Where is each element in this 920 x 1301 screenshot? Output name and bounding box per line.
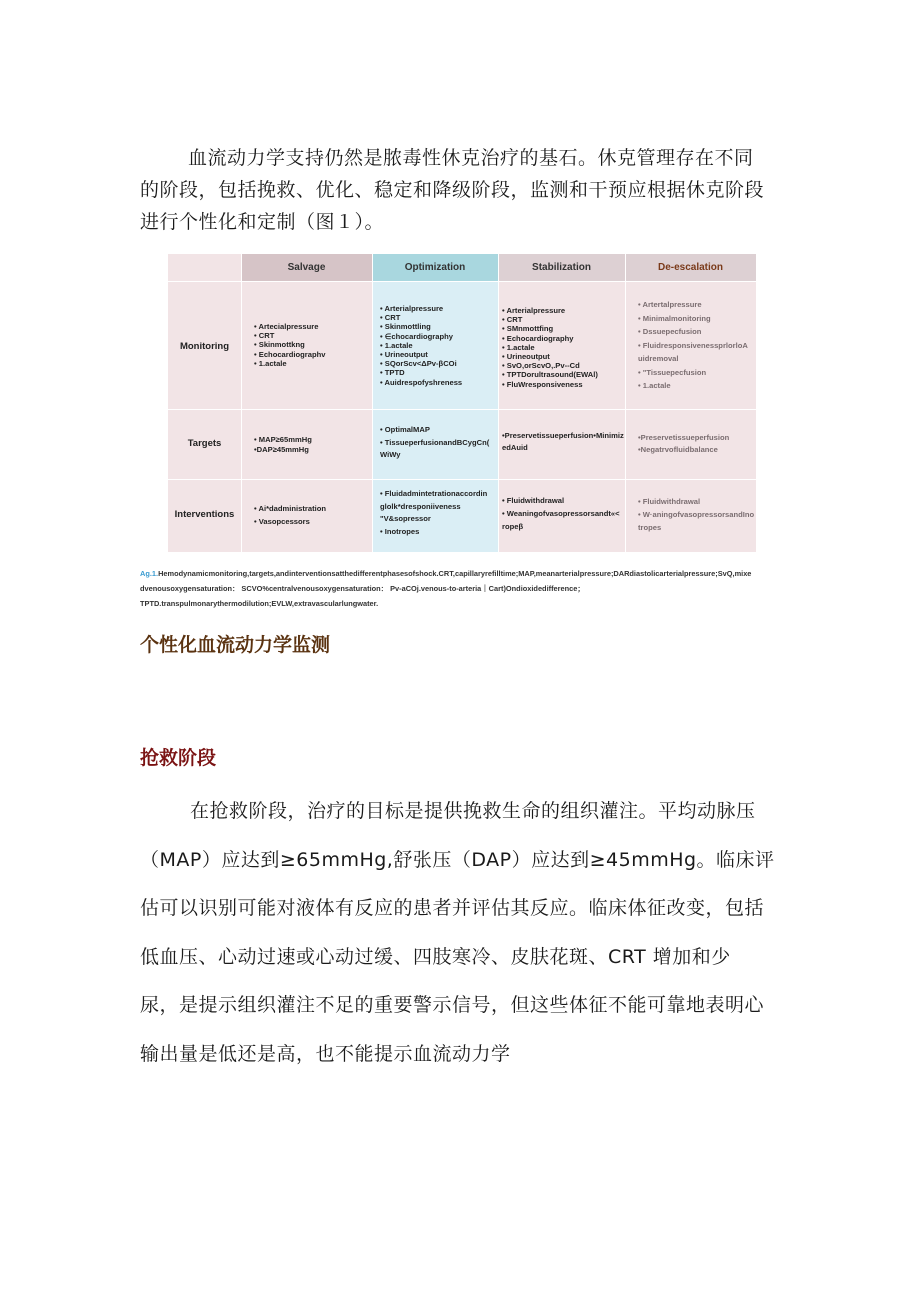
body-line: 在抢救阶段，治疗的目标是提供挽救生命的组织灌注。平均动脉压	[190, 800, 756, 822]
figure-caption	[140, 566, 790, 611]
cell-item: • FluWresponsiveness	[502, 379, 583, 389]
grid-divider	[168, 409, 756, 410]
cell-item: • TPTDorultrasound(EWAl)	[502, 370, 598, 380]
row-label-monitoring: Monitoring	[179, 341, 230, 352]
cell-item: • SMnmottfing	[502, 324, 554, 334]
cell-monitoring-stabilization	[502, 306, 624, 389]
grid-divider	[241, 254, 242, 552]
cell-item: • Arterialpressure	[380, 304, 444, 313]
cell-item: edAuid	[502, 443, 528, 452]
header-de-escalation: De-escalation	[625, 254, 756, 281]
shock-phases-figure	[168, 254, 756, 552]
figure-number: Ag.1.	[140, 569, 159, 578]
cell-monitoring-de-escalation	[638, 298, 754, 393]
cell-targets-stabilization	[502, 430, 624, 454]
cell-item: • Fluidadmintetrationaccordin	[380, 489, 488, 498]
cell-item: • ∈chocardiography	[380, 331, 453, 341]
cell-item: • Fluidwithdrawal	[638, 497, 701, 506]
cell-item: • 1.actale	[380, 340, 413, 350]
cell-item: • Ai*dadministration	[254, 504, 326, 513]
cell-item: •Preservetissueperfusion•Minimiz	[502, 431, 624, 440]
cell-item: • Vasopcessors	[254, 517, 310, 526]
caption-line: dvenousoxygensaturation： SCVO%centralvenousoxygensaturation： Pv-aCOj.venous-to-arteria｜Cart)Ondioxidedifference；	[140, 584, 585, 593]
caption-line: TPTD.transpulmonarythermodilution;EVLW,extravascularlungwater.	[140, 599, 379, 608]
section-heading-salvage-phase: 抢救阶段	[140, 747, 217, 769]
body-line: 低血压、心动过速或心动过缓、四肢寒冷、皮肤花斑、CRT 增加和少	[140, 945, 731, 968]
intro-line: 进行个性化和定制（图１）。	[140, 211, 385, 233]
cell-item: • CRT	[502, 315, 523, 325]
cell-item: • 1.actale	[254, 358, 287, 368]
cell-interventions-de-escalation	[638, 495, 754, 534]
cell-monitoring-salvage	[254, 322, 370, 368]
cell-item: uidremoval	[638, 354, 679, 363]
header-salvage: Salvage	[241, 254, 372, 281]
row-label-interventions: Interventions	[174, 509, 235, 520]
cell-item: • Dssuepecfusion	[638, 327, 702, 336]
cell-item: • Echocardiography	[502, 333, 574, 343]
cell-item: • TPTD	[380, 368, 405, 378]
cell-item: • SQorScv<ΔPv-βCOi	[380, 359, 457, 369]
cell-item: •Negatrvofluidbalance	[638, 445, 718, 454]
cell-targets-salvage	[254, 435, 370, 455]
caption-line	[140, 566, 790, 581]
cell-item: • Skinmottling	[380, 322, 431, 332]
cell-item: • W·aningofvasopressorsandIno	[638, 510, 754, 519]
body-line: 输出量是低还是高，也不能提示血流动力学	[140, 1042, 511, 1065]
cell-item: • Fluidwithdrawal	[502, 496, 565, 505]
cell-interventions-stabilization	[502, 494, 624, 533]
row-label-targets: Targets	[187, 438, 222, 449]
cell-item: • TissueperfusionandBCygCn(	[380, 437, 490, 447]
cell-item: • SvO,orScvO,.Pv--Cd	[502, 361, 580, 371]
intro-line: 的阶段，包括挽救、优化、稳定和降级阶段，监测和干预应根据休克阶段	[140, 179, 765, 201]
grid-divider	[498, 254, 499, 552]
cell-item: • Auidrespofyshreness	[380, 377, 463, 387]
intro-line: 血流动力学支持仍然是脓毒性休克治疗的基石。休克管理存在不同	[188, 147, 754, 169]
cell-item: •Preservetissueperfusion	[638, 433, 730, 442]
cell-item: • MAP≥65mmHg	[254, 435, 312, 444]
cell-item: • Urineoutput	[502, 352, 550, 362]
cell-item: ropeβ	[502, 522, 524, 531]
cell-item: WiWy	[380, 450, 401, 459]
cell-item: • Skinmottkng	[254, 340, 305, 350]
cell-interventions-optimization	[380, 488, 496, 538]
cell-item: glolk*dresponiiveness	[380, 501, 461, 511]
section-heading-personalized-monitoring: 个性化血流动力学监测	[140, 634, 331, 656]
cell-item: • Artertalpressure	[638, 300, 702, 309]
header-stabilization: Stabilization	[498, 254, 625, 281]
body-line: 尿，是提示组织灌注不足的重要警示信号，但这些体征不能可靠地表明心	[140, 994, 765, 1016]
grid-divider	[372, 254, 373, 552]
cell-item: tropes	[638, 523, 662, 532]
cell-targets-de-escalation	[638, 432, 754, 456]
cell-item: • Urineoutput	[380, 350, 428, 360]
cell-item: •DAP≥45mmHg	[254, 445, 309, 454]
intro-paragraph	[140, 142, 790, 238]
cell-item: • Inotropes	[380, 526, 420, 536]
cell-interventions-salvage	[254, 502, 370, 528]
body-line: 估可以识别可能对液体有反应的患者并评估其反应。临床体征改变，包括	[140, 897, 765, 919]
body-line: （MAP）应达到≥65mmHg,舒张压（DAP）应达到≥45mmHg。临床评	[140, 848, 775, 871]
cell-monitoring-optimization	[380, 304, 496, 387]
cell-item: "V&sopressor	[380, 514, 431, 523]
cell-item: • Arterialpressure	[502, 306, 566, 315]
header-corner	[168, 254, 241, 281]
cell-item: • OptimalMAP	[380, 425, 430, 434]
cell-item: • CRT	[254, 331, 275, 341]
cell-item: • FluidresponsivenessprlorloA	[638, 340, 748, 350]
cell-item: • CRT	[380, 313, 401, 323]
cell-targets-optimization	[380, 424, 496, 462]
grid-divider	[168, 281, 756, 282]
header-optimization: Optimization	[372, 254, 498, 281]
cell-item: • Echocardiographv	[254, 349, 326, 359]
grid-divider	[625, 254, 626, 552]
cell-item: • "Tissuepecfusion	[638, 367, 707, 377]
cell-item: • 1.actale	[502, 342, 535, 352]
caption-text: Hemodynamicmonitoring,targets,andinterventionsatthedifferentphasesofshock.CRT,capillaryrefilltime;MAP,meanarterialpressure;DARdiastolicarterialpressure;SvQ,mixe	[158, 569, 752, 578]
cell-item: • 1.actale	[638, 381, 671, 390]
cell-item: • Artecialpressure	[254, 322, 319, 331]
cell-item: • Weaningofvasopressorsandt«<	[502, 509, 620, 518]
salvage-paragraph	[140, 787, 790, 1078]
cell-item: • Minimalmonitoring	[638, 313, 711, 323]
grid-divider	[168, 479, 756, 480]
